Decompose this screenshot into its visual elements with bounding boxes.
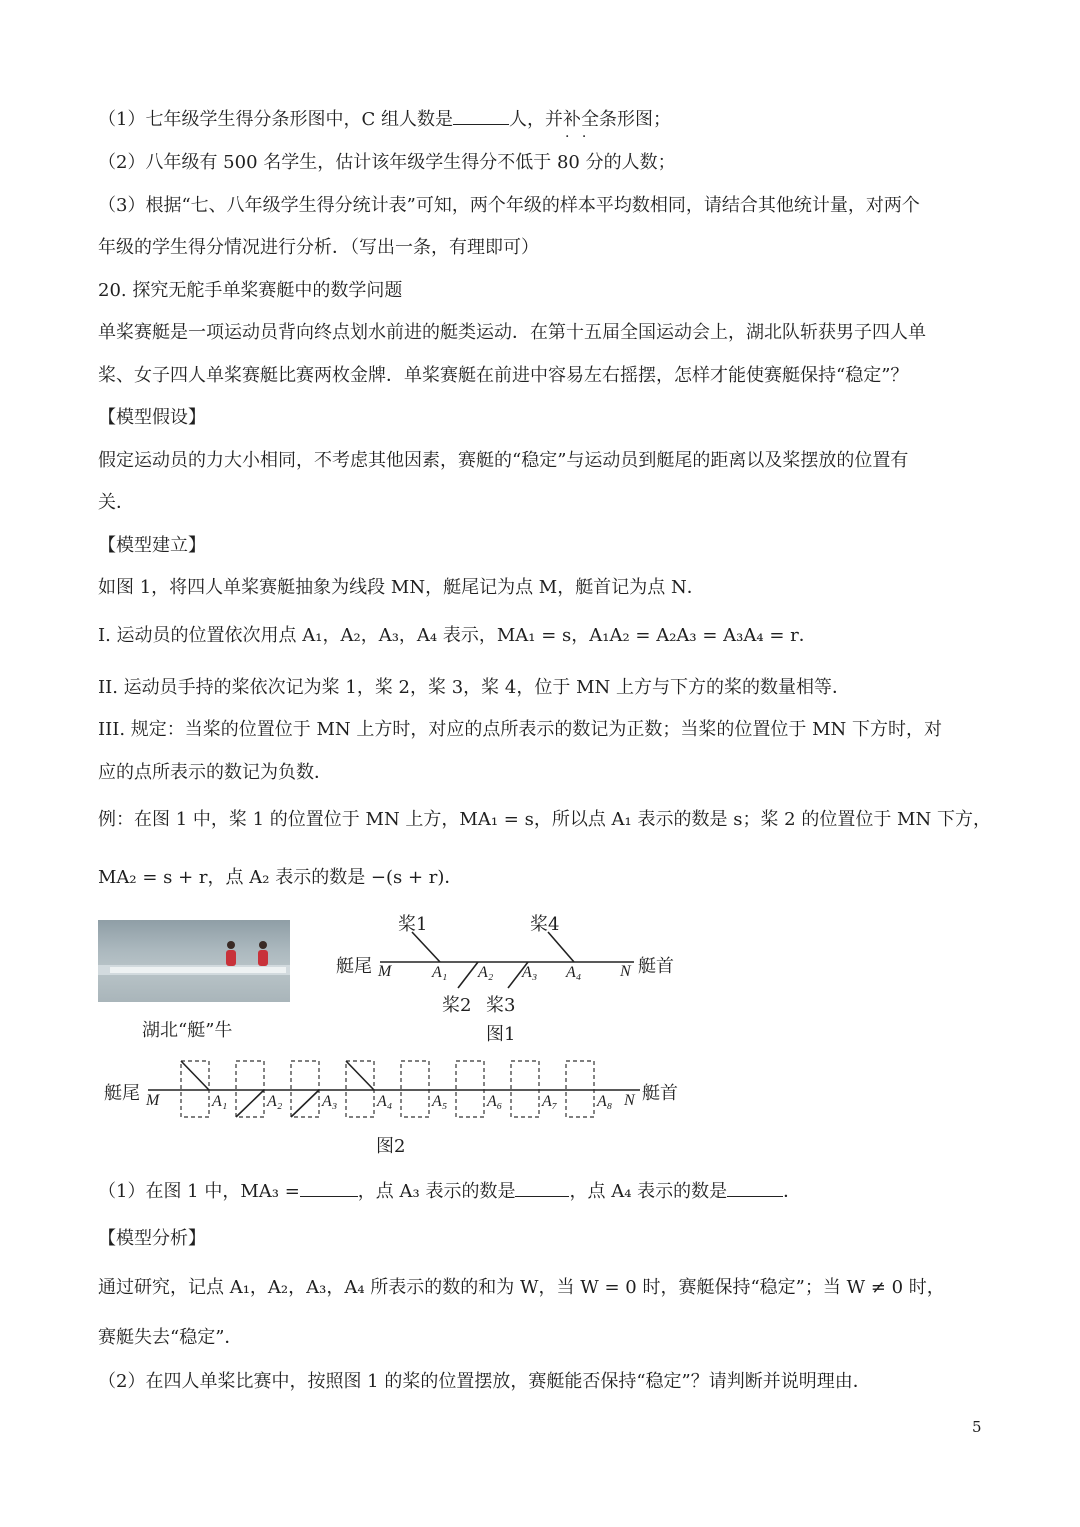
heading-model-assumption: 【模型假设】 — [98, 407, 206, 428]
heading-model-analysis: 【模型分析】 — [98, 1228, 206, 1249]
fig2-dashed-box — [236, 1061, 264, 1117]
rule-3-line1: III. 规定：当桨的位置位于 MN 上方时，对应的点所表示的数记为正数；当桨的位置位于 MN 下方时，对 — [98, 719, 943, 740]
fig2-point-A6: A₆ — [487, 1093, 503, 1110]
fig1-point-M: M — [378, 963, 392, 980]
example-line1: 例：在图 1 中，桨 1 的位置位于 MN 上方，MA₁ = s，所以点 A₁ 表示的数是 s；桨 2 的位置位于 MN 下方， — [98, 809, 991, 830]
fig2-oar-4 — [346, 1061, 374, 1090]
fig2-bow-label: 艇首 — [642, 1083, 678, 1104]
fig2-point-A4: A₄ — [377, 1093, 393, 1110]
sub1-text-c: ，点 A₄ 表示的数是 — [569, 1181, 728, 1202]
fig2-dashed-box — [181, 1061, 209, 1117]
heading-model-building: 【模型建立】 — [98, 535, 206, 556]
rule-1: I. 运动员的位置依次用点 A₁，A₂，A₃，A₄ 表示，MA₁ = s，A₁A₂ = A₂A₃ = A₃A₄ = r． — [98, 625, 817, 646]
rule-2: II. 运动员手持的桨依次记为桨 1，桨 2，桨 3，桨 4，位于 MN 上方与下方的桨的数量相等． — [98, 677, 850, 698]
fig2-dashed-box — [346, 1061, 374, 1117]
fig2-point-A3: A₃ — [322, 1093, 338, 1110]
q19-part1-text-b: 人，并 — [508, 109, 563, 130]
fig2-dashed-box — [456, 1061, 484, 1117]
q19-part3-line2: 年级的学生得分情况进行分析．（写出一条，有理即可） — [98, 237, 539, 258]
sub1-text-b: ，点 A₃ 表示的数是 — [357, 1181, 516, 1202]
fig2-point-A1: A₁ — [212, 1093, 228, 1110]
fig2-point-M: M — [146, 1092, 160, 1109]
q19-part1-text-d: 条形图； — [598, 109, 671, 130]
q19-part1-emphasis: 补全 · · — [563, 109, 599, 130]
sub-question-1 — [98, 1178, 801, 1204]
fig2-caption: 图2 — [376, 1136, 406, 1157]
fig1-oar2-label: 桨2 — [442, 995, 472, 1016]
model-building-line: 如图 1，将四人单桨赛艇抽象为线段 MN，艇尾记为点 M，艇首记为点 N． — [98, 577, 705, 598]
fig1-point-A3: A₃ — [522, 964, 538, 981]
q20-intro-line1: 单桨赛艇是一项运动员背向终点划水前进的艇类运动．在第十五届全国运动会上，湖北队斩获男子四人单 — [98, 322, 926, 343]
fig1-caption: 图1 — [486, 1024, 516, 1045]
analysis-line2: 赛艇失去“稳定”． — [98, 1327, 243, 1348]
fig1-bow-label: 艇首 — [638, 956, 674, 977]
sub1-text-d: ． — [783, 1181, 802, 1202]
assumption-line1: 假定运动员的力大小相同，不考虑其他因素，赛艇的“稳定”与运动员到艇尾的距离以及桨摆放的位置有 — [98, 450, 909, 471]
fig2-dashed-box — [566, 1061, 594, 1117]
fig2-point-N: N — [624, 1092, 635, 1109]
fig1-oar3-label: 桨3 — [486, 995, 516, 1016]
fig2-dashed-box — [401, 1061, 429, 1117]
fig1-point-N: N — [620, 963, 631, 980]
answer-blank — [515, 1178, 569, 1197]
q19-part2: （2）八年级有 500 名学生，估计该年级学生得分不低于 80 分的人数； — [98, 152, 676, 173]
fig2-dashed-box — [511, 1061, 539, 1117]
answer-blank — [300, 1178, 358, 1197]
sub-question-2: （2）在四人单桨比赛中，按照图 1 的桨的位置摆放，赛艇能否保持“稳定”？请判断并说明理由． — [98, 1371, 871, 1392]
fig2-point-A8: A₈ — [597, 1093, 613, 1110]
fig2-point-A7: A₇ — [542, 1093, 558, 1110]
fig1-stern-label: 艇尾 — [336, 956, 372, 977]
rule-3-line2: 应的点所表示的数记为负数． — [98, 762, 332, 783]
fig1-point-A1: A₁ — [432, 964, 448, 981]
fig1-oar4-label: 桨4 — [530, 914, 560, 935]
fig1-oar1-label: 桨1 — [398, 914, 428, 935]
q20-intro-line2: 桨、女子四人单桨赛艇比赛两枚金牌．单桨赛艇在前进中容易左右摇摆，怎样才能使赛艇保持“稳定”？ — [98, 365, 909, 386]
page-number: 5 — [972, 1418, 982, 1436]
analysis-line1: 通过研究，记点 A₁，A₂，A₃，A₄ 所表示的数的和为 W，当 W = 0 时，赛艇保持“稳定”；当 W ≠ 0 时， — [98, 1277, 945, 1298]
fig1-point-A4: A₄ — [566, 964, 582, 981]
q20-title: 20. 探究无舵手单桨赛艇中的数学问题 — [98, 280, 403, 301]
fig2-oar-2 — [236, 1090, 264, 1117]
fig2-oar-1 — [181, 1061, 209, 1090]
photo-caption: 湖北“艇”牛 — [142, 1020, 233, 1041]
fig2-point-A2: A₂ — [267, 1093, 283, 1110]
fig2-dashed-box — [291, 1061, 319, 1117]
fig2-oar-3 — [291, 1090, 319, 1117]
assumption-line2: 关． — [98, 492, 134, 513]
sub1-text-a: （1）在图 1 中，MA₃ = — [98, 1181, 300, 1202]
q19-part3-line1: （3）根据“七、八年级学生得分统计表”可知，两个年级的样本平均数相同，请结合其他统计量，对两个 — [98, 195, 920, 216]
example-line2: MA₂ = s + r，点 A₂ 表示的数是 −(s + r)． — [98, 867, 463, 888]
fig2-point-A5: A₅ — [432, 1093, 448, 1110]
fig2-stern-label: 艇尾 — [104, 1083, 140, 1104]
answer-blank — [727, 1178, 783, 1197]
q19-part1-text-a: （1）七年级学生得分条形图中，C 组人数是 — [98, 109, 453, 130]
fig1-point-A2: A₂ — [478, 964, 494, 981]
